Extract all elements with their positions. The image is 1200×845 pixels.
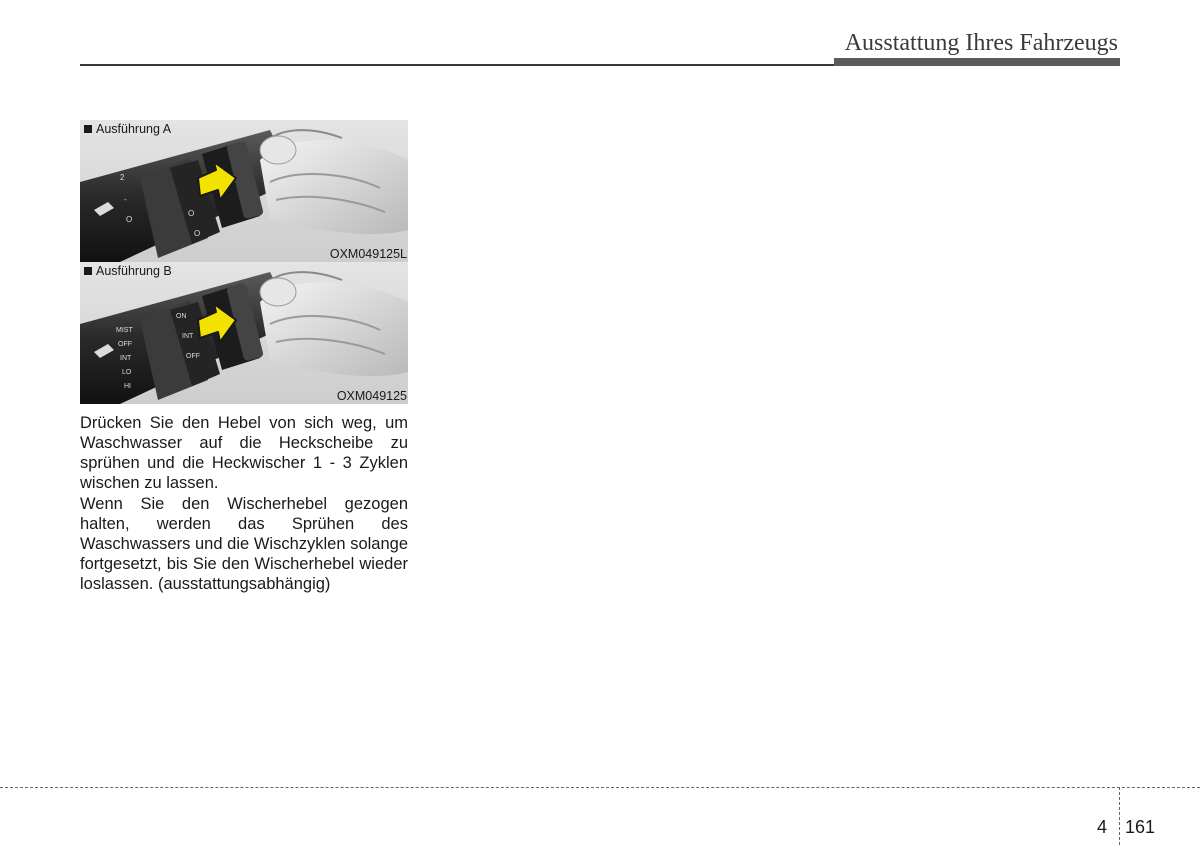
svg-text:INT: INT: [120, 355, 132, 362]
svg-text:MIST: MIST: [116, 327, 133, 334]
square-bullet-icon: [84, 267, 92, 275]
svg-text:O: O: [188, 209, 195, 218]
svg-text:O: O: [194, 229, 201, 238]
figure-label-a: [84, 122, 171, 136]
body-paragraph-2: Wenn Sie den Wischerhebel gezogen halten, werden das Sprühen des Waschwassers und die Wischzyklen solange fortgesetzt, bis Sie den Wischerhebel wieder loslassen. (ausstattungsabhängig): [80, 495, 408, 593]
figure-code-a: OXM049125L: [329, 247, 407, 261]
svg-text:2: 2: [120, 173, 125, 182]
chapter-number: 4: [1097, 817, 1108, 837]
wiper-lever-illustration: [80, 262, 408, 404]
svg-text:-: -: [124, 195, 127, 204]
svg-text:OFF: OFF: [118, 341, 132, 348]
header-accent-bar: [834, 58, 1120, 66]
svg-text:INT: INT: [182, 333, 194, 340]
wiper-lever-illustration: [80, 120, 408, 262]
svg-text:ON: ON: [176, 313, 187, 320]
figure-label-text: Ausführung B: [96, 264, 172, 278]
svg-text:HI: HI: [124, 383, 131, 390]
figure-label-text: Ausführung A: [96, 122, 172, 136]
page-number: 161: [1125, 817, 1156, 837]
footer-dashed-rule: [0, 787, 1200, 788]
footer-dashed-divider: [1119, 787, 1120, 845]
figure-code-b: OXM049125: [336, 389, 407, 403]
square-bullet-icon: [84, 125, 92, 133]
body-paragraph-1: Drücken Sie den Hebel von sich weg, um Waschwasser auf die Heckscheibe zu sprühen und die Heckwischer 1 - 3 Zyklen wischen zu lassen.: [80, 414, 408, 492]
svg-text:LO: LO: [122, 369, 132, 376]
figure-variant-a: [80, 120, 408, 262]
figure-variant-b: [80, 262, 408, 404]
page-header-title: Ausstattung Ihres Fahrzeugs: [844, 30, 1118, 56]
svg-text:OFF: OFF: [186, 353, 200, 360]
figure-label-b: [84, 264, 172, 278]
svg-text:O: O: [126, 215, 133, 224]
